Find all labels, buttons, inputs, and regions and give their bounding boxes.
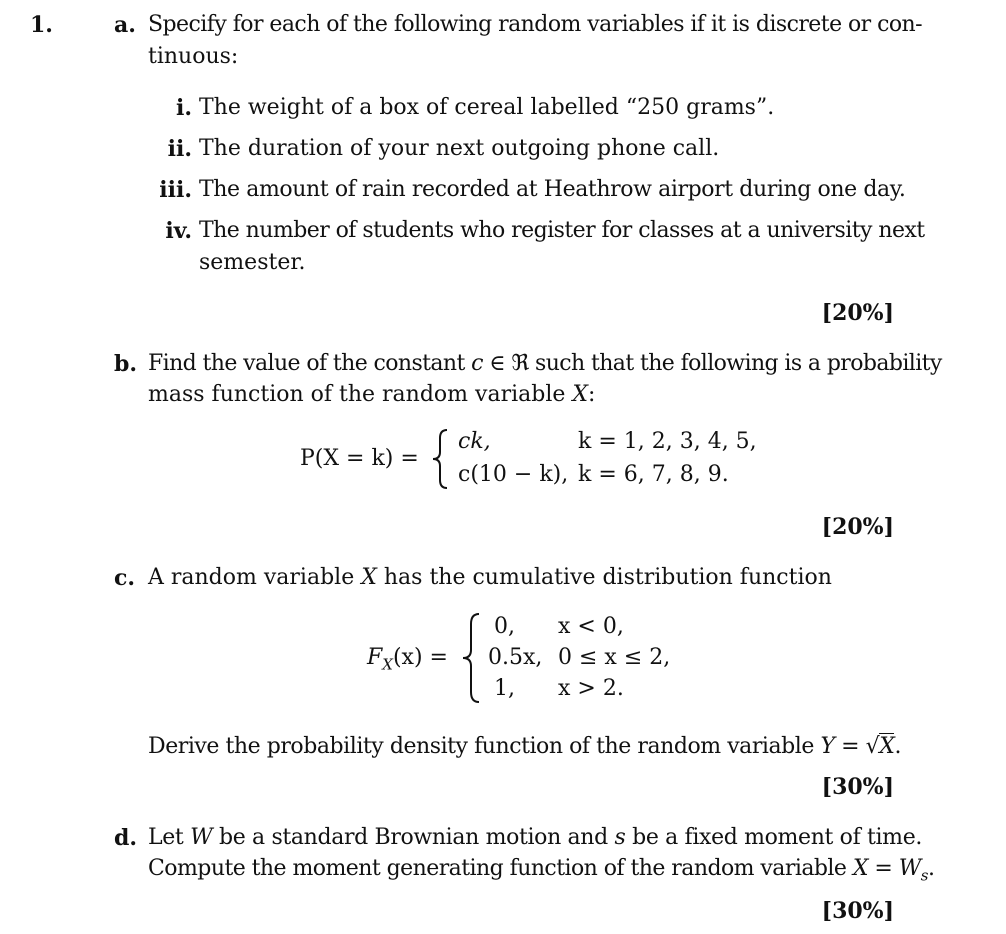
- part-b-label: b.: [114, 351, 138, 377]
- part-c-line1: A random variable X has the cumulative distribution function: [148, 565, 832, 590]
- part-a-label: a.: [114, 12, 136, 38]
- item-iv-label: iv.: [165, 218, 192, 244]
- part-c-label: c.: [114, 565, 136, 591]
- pmf-lhs: P(X = k) =: [300, 446, 419, 471]
- item-ii-text: The duration of your next outgoing phone call.: [199, 136, 720, 161]
- part-b-line1: Find the value of the constant c ∈ ℜ such that the following is a probability: [148, 351, 942, 376]
- part-b-line2: mass function of the random variable X:: [148, 382, 596, 407]
- part-a-marks: [20%]: [821, 300, 894, 326]
- cdf-brace: [460, 612, 484, 704]
- cdf-case1-expr: 0,: [494, 614, 515, 639]
- pmf-case2-cond: k = 6, 7, 8, 9.: [578, 462, 729, 487]
- pmf-brace: [430, 428, 452, 490]
- part-c-derive: Derive the probability density function of the random variable Y = √X.: [148, 734, 902, 759]
- part-b-marks: [20%]: [821, 514, 894, 540]
- cdf-case3-cond: x > 2.: [558, 676, 624, 701]
- part-c-marks: [30%]: [821, 774, 894, 800]
- part-a-text-line1: Specify for each of the following random variables if it is discrete or con-: [148, 12, 923, 37]
- item-iv-text-cont: semester.: [199, 250, 306, 275]
- part-a-text-line2: tinuous:: [148, 44, 239, 69]
- cdf-lhs: $F_X(x)$ =: [367, 645, 448, 674]
- pmf-case1-cond: k = 1, 2, 3, 4, 5,: [578, 429, 757, 454]
- cdf-case2-expr: 0.5x,: [488, 645, 543, 670]
- item-iii-text: The amount of rain recorded at Heathrow airport during one day.: [199, 177, 906, 202]
- part-d-marks: [30%]: [821, 898, 894, 924]
- cdf-case2-cond: 0 ≤ x ≤ 2,: [558, 645, 671, 670]
- item-i-label: i.: [175, 95, 192, 121]
- pmf-case2-expr: c(10 − k),: [458, 462, 569, 487]
- item-i-text: The weight of a box of cereal labelled “250 grams”.: [199, 95, 775, 120]
- cdf-case1-cond: x < 0,: [558, 614, 624, 639]
- pmf-case1-expr: ck,: [458, 429, 491, 454]
- question-number: 1.: [30, 12, 53, 38]
- part-d-line1: Let W be a standard Brownian motion and s be a fixed moment of time.: [148, 825, 923, 850]
- item-iii-label: iii.: [159, 177, 192, 203]
- item-iv-text: The number of students who register for classes at a university next: [199, 218, 925, 243]
- cdf-case3-expr: 1,: [494, 676, 515, 701]
- item-ii-label: ii.: [167, 136, 192, 162]
- part-d-label: d.: [114, 825, 138, 851]
- part-d-line2: Compute the moment generating function of the random variable $X = W_s$.: [148, 856, 935, 885]
